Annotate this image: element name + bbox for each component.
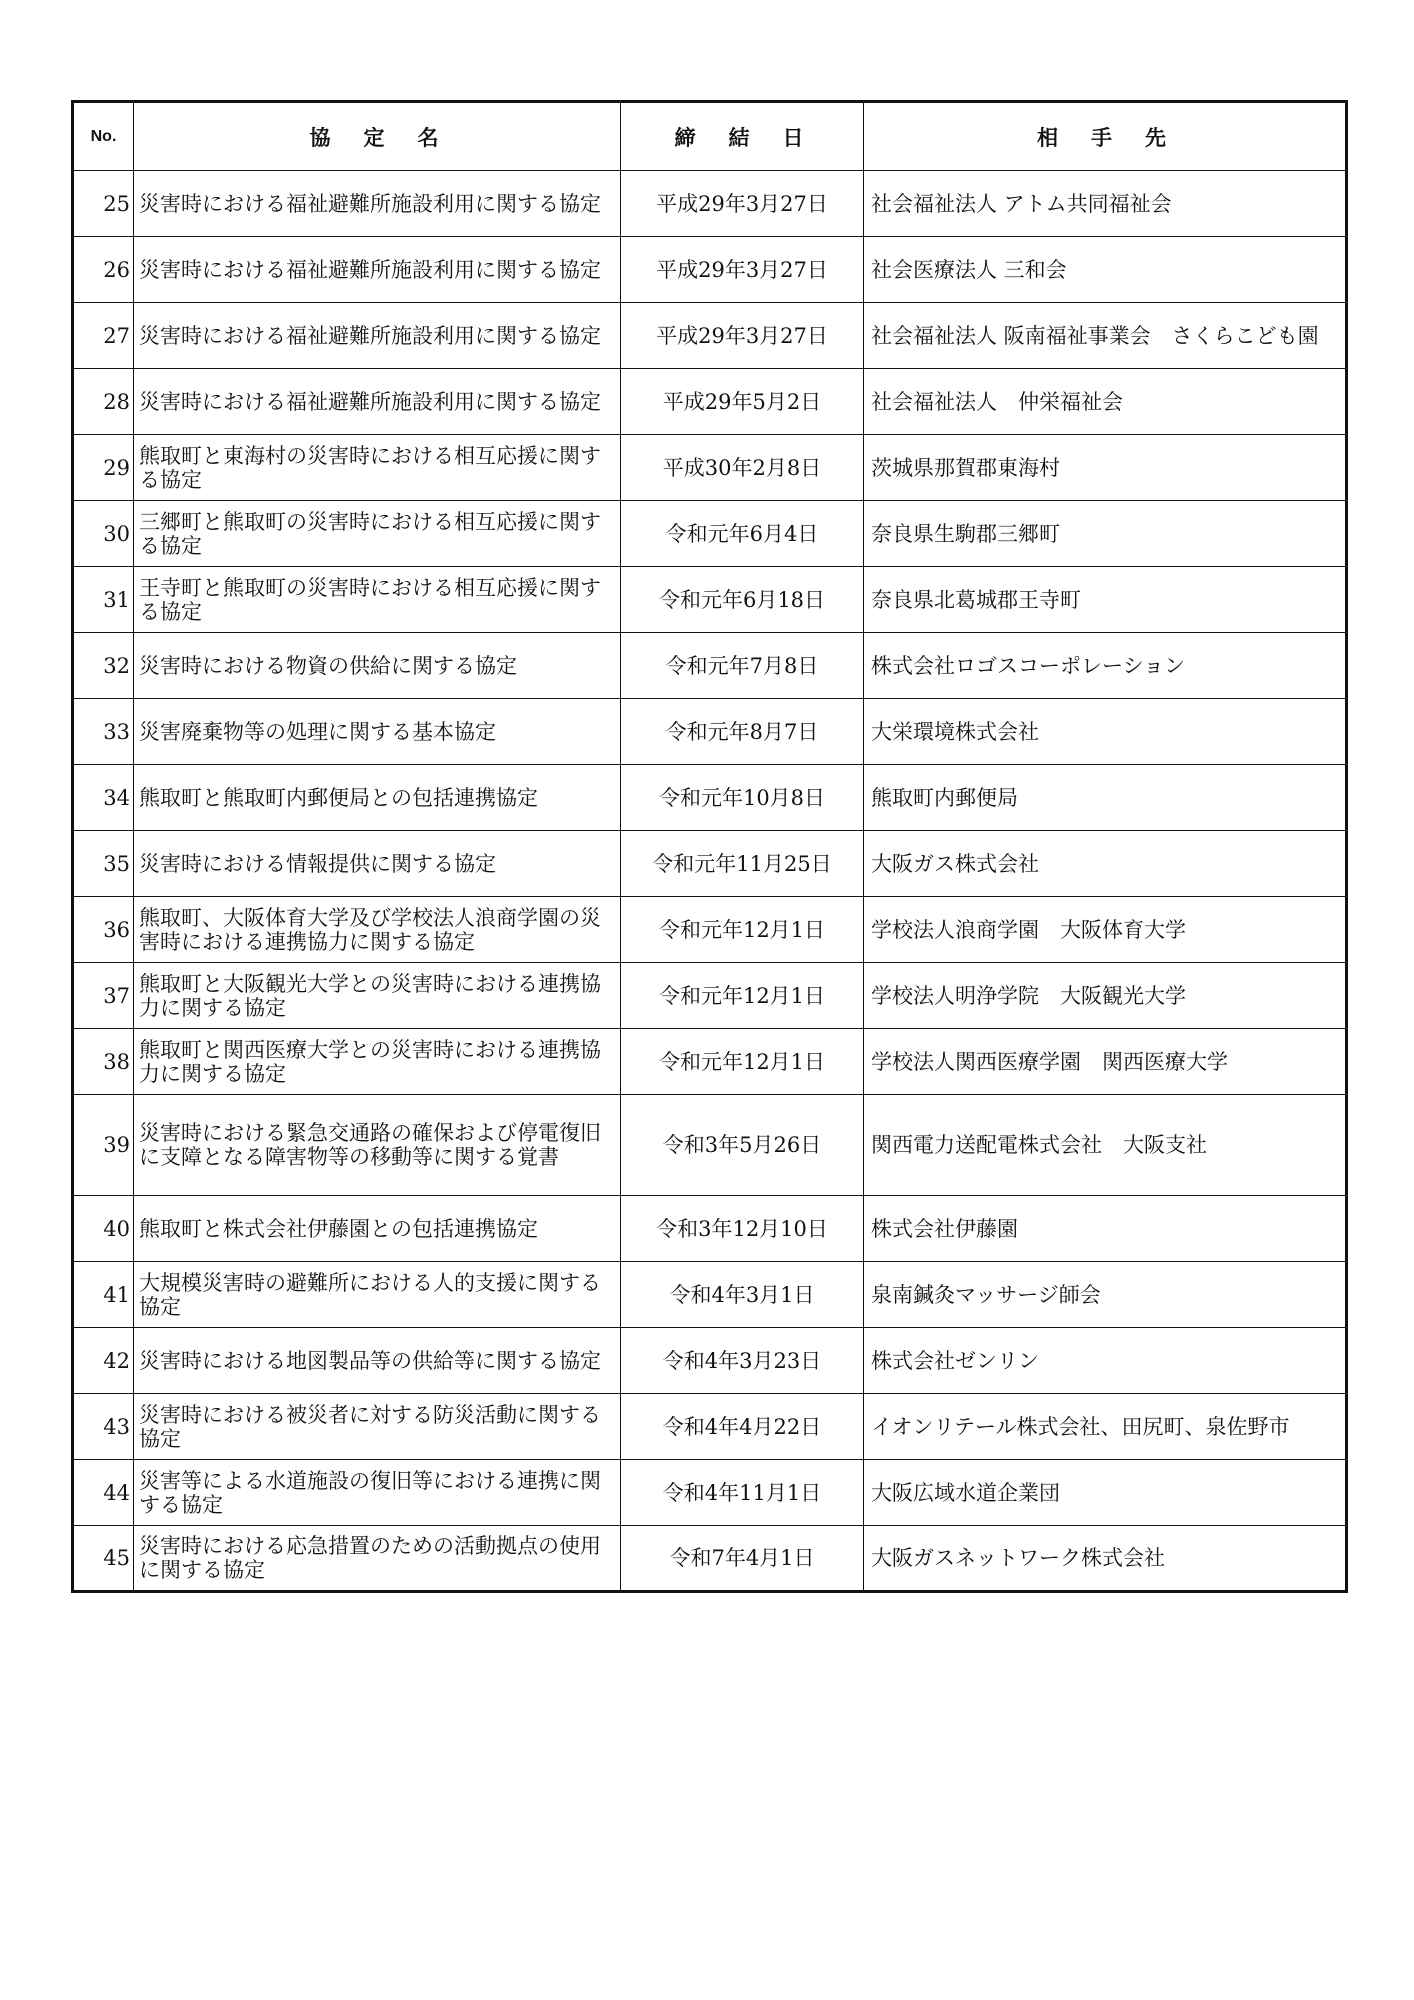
agreement-number: 45	[73, 1526, 134, 1592]
agreement-partner: 熊取町内郵便局	[864, 765, 1347, 831]
agreement-name: 大規模災害時の避難所における人的支援に関する協定	[134, 1262, 621, 1328]
table-row	[73, 237, 1347, 303]
agreement-name: 熊取町と熊取町内郵便局との包括連携協定	[134, 765, 621, 831]
agreement-partner: 奈良県北葛城郡王寺町	[864, 567, 1347, 633]
agreement-partner: 株式会社ロゴスコーポレーション	[864, 633, 1347, 699]
agreement-name: 災害時における物資の供給に関する協定	[134, 633, 621, 699]
agreement-name: 熊取町と東海村の災害時における相互応援に関する協定	[134, 435, 621, 501]
table-row	[73, 435, 1347, 501]
agreement-number: 35	[73, 831, 134, 897]
agreement-name: 災害時における福祉避難所施設利用に関する協定	[134, 369, 621, 435]
agreement-number: 37	[73, 963, 134, 1029]
agreement-date: 平成30年2月8日	[621, 435, 864, 501]
table-row	[73, 1262, 1347, 1328]
agreements-table	[71, 100, 1348, 1593]
agreement-name: 災害時における福祉避難所施設利用に関する協定	[134, 237, 621, 303]
agreement-number: 31	[73, 567, 134, 633]
agreement-number: 28	[73, 369, 134, 435]
table-row	[73, 699, 1347, 765]
agreement-partner: 大阪ガス株式会社	[864, 831, 1347, 897]
agreement-name: 熊取町と関西医療大学との災害時における連携協力に関する協定	[134, 1029, 621, 1095]
agreement-partner: 社会福祉法人 阪南福祉事業会 さくらこども園	[864, 303, 1347, 369]
agreement-partner: 学校法人浪商学園 大阪体育大学	[864, 897, 1347, 963]
agreement-number: 25	[73, 171, 134, 237]
table-row	[73, 303, 1347, 369]
agreement-name: 災害時における応急措置のための活動拠点の使用に関する協定	[134, 1526, 621, 1592]
agreement-number: 30	[73, 501, 134, 567]
header-name: 協 定 名	[134, 102, 621, 171]
table-row	[73, 897, 1347, 963]
agreement-name: 災害時における緊急交通路の確保および停電復旧に支障となる障害物等の移動等に関する覚書	[134, 1095, 621, 1196]
agreement-date: 平成29年3月27日	[621, 237, 864, 303]
header-no: No.	[73, 102, 134, 171]
table-row	[73, 369, 1347, 435]
agreement-partner: 大阪ガスネットワーク株式会社	[864, 1526, 1347, 1592]
table-header	[73, 102, 1347, 171]
agreement-date: 令和元年8月7日	[621, 699, 864, 765]
agreement-partner: 茨城県那賀郡東海村	[864, 435, 1347, 501]
table-row	[73, 1095, 1347, 1196]
agreement-number: 38	[73, 1029, 134, 1095]
agreement-date: 平成29年5月2日	[621, 369, 864, 435]
agreement-number: 26	[73, 237, 134, 303]
agreement-number: 32	[73, 633, 134, 699]
agreement-number: 43	[73, 1394, 134, 1460]
agreement-date: 令和7年4月1日	[621, 1526, 864, 1592]
agreement-number: 41	[73, 1262, 134, 1328]
agreement-date: 令和元年11月25日	[621, 831, 864, 897]
agreement-partner: 大栄環境株式会社	[864, 699, 1347, 765]
header-partner: 相 手 先	[864, 102, 1347, 171]
agreement-partner: 学校法人関西医療学園 関西医療大学	[864, 1029, 1347, 1095]
table-row	[73, 171, 1347, 237]
table-row	[73, 765, 1347, 831]
agreement-partner: 学校法人明浄学院 大阪観光大学	[864, 963, 1347, 1029]
agreement-number: 44	[73, 1460, 134, 1526]
agreement-date: 令和4年11月1日	[621, 1460, 864, 1526]
agreement-date: 令和4年3月23日	[621, 1328, 864, 1394]
table-row	[73, 1526, 1347, 1592]
agreement-name: 災害時における被災者に対する防災活動に関する協定	[134, 1394, 621, 1460]
agreement-name: 災害時における福祉避難所施設利用に関する協定	[134, 171, 621, 237]
agreement-date: 令和3年12月10日	[621, 1196, 864, 1262]
agreement-name: 災害時における福祉避難所施設利用に関する協定	[134, 303, 621, 369]
agreement-number: 29	[73, 435, 134, 501]
agreement-number: 27	[73, 303, 134, 369]
header-date: 締 結 日	[621, 102, 864, 171]
table-row	[73, 831, 1347, 897]
agreement-partner: 泉南鍼灸マッサージ師会	[864, 1262, 1347, 1328]
agreement-name: 王寺町と熊取町の災害時における相互応援に関する協定	[134, 567, 621, 633]
agreement-number: 42	[73, 1328, 134, 1394]
agreement-number: 40	[73, 1196, 134, 1262]
agreement-date: 令和元年6月4日	[621, 501, 864, 567]
agreement-date: 令和4年4月22日	[621, 1394, 864, 1460]
agreement-name: 災害時における地図製品等の供給等に関する協定	[134, 1328, 621, 1394]
agreement-partner: 株式会社伊藤園	[864, 1196, 1347, 1262]
agreement-name: 災害廃棄物等の処理に関する基本協定	[134, 699, 621, 765]
agreement-partner: イオンリテール株式会社、田尻町、泉佐野市	[864, 1394, 1347, 1460]
header-row	[73, 102, 1347, 171]
agreement-partner: 株式会社ゼンリン	[864, 1328, 1347, 1394]
agreement-number: 39	[73, 1095, 134, 1196]
table-row	[73, 1029, 1347, 1095]
agreement-name: 熊取町、大阪体育大学及び学校法人浪商学園の災害時における連携協力に関する協定	[134, 897, 621, 963]
agreement-number: 33	[73, 699, 134, 765]
agreement-partner: 社会福祉法人 アトム共同福祉会	[864, 171, 1347, 237]
table-row	[73, 1328, 1347, 1394]
table-row	[73, 1196, 1347, 1262]
agreement-date: 令和元年12月1日	[621, 963, 864, 1029]
table-row	[73, 633, 1347, 699]
agreement-date: 平成29年3月27日	[621, 171, 864, 237]
agreement-date: 令和元年7月8日	[621, 633, 864, 699]
agreement-partner: 社会福祉法人 仲栄福祉会	[864, 369, 1347, 435]
agreement-date: 令和元年12月1日	[621, 1029, 864, 1095]
table-body	[73, 171, 1347, 1592]
agreement-partner: 奈良県生駒郡三郷町	[864, 501, 1347, 567]
agreement-date: 平成29年3月27日	[621, 303, 864, 369]
agreement-partner: 関西電力送配電株式会社 大阪支社	[864, 1095, 1347, 1196]
table-row	[73, 567, 1347, 633]
agreement-date: 令和元年6月18日	[621, 567, 864, 633]
agreement-name: 災害時における情報提供に関する協定	[134, 831, 621, 897]
agreement-name: 熊取町と株式会社伊藤園との包括連携協定	[134, 1196, 621, 1262]
agreement-date: 令和元年10月8日	[621, 765, 864, 831]
agreement-number: 36	[73, 897, 134, 963]
agreement-name: 熊取町と大阪観光大学との災害時における連携協力に関する協定	[134, 963, 621, 1029]
table-row	[73, 963, 1347, 1029]
agreement-date: 令和元年12月1日	[621, 897, 864, 963]
table-row	[73, 1460, 1347, 1526]
agreement-name: 災害等による水道施設の復旧等における連携に関する協定	[134, 1460, 621, 1526]
agreement-date: 令和4年3月1日	[621, 1262, 864, 1328]
agreement-name: 三郷町と熊取町の災害時における相互応援に関する協定	[134, 501, 621, 567]
agreement-partner: 大阪広域水道企業団	[864, 1460, 1347, 1526]
agreement-partner: 社会医療法人 三和会	[864, 237, 1347, 303]
agreement-number: 34	[73, 765, 134, 831]
table-row	[73, 501, 1347, 567]
table-row	[73, 1394, 1347, 1460]
agreement-date: 令和3年5月26日	[621, 1095, 864, 1196]
